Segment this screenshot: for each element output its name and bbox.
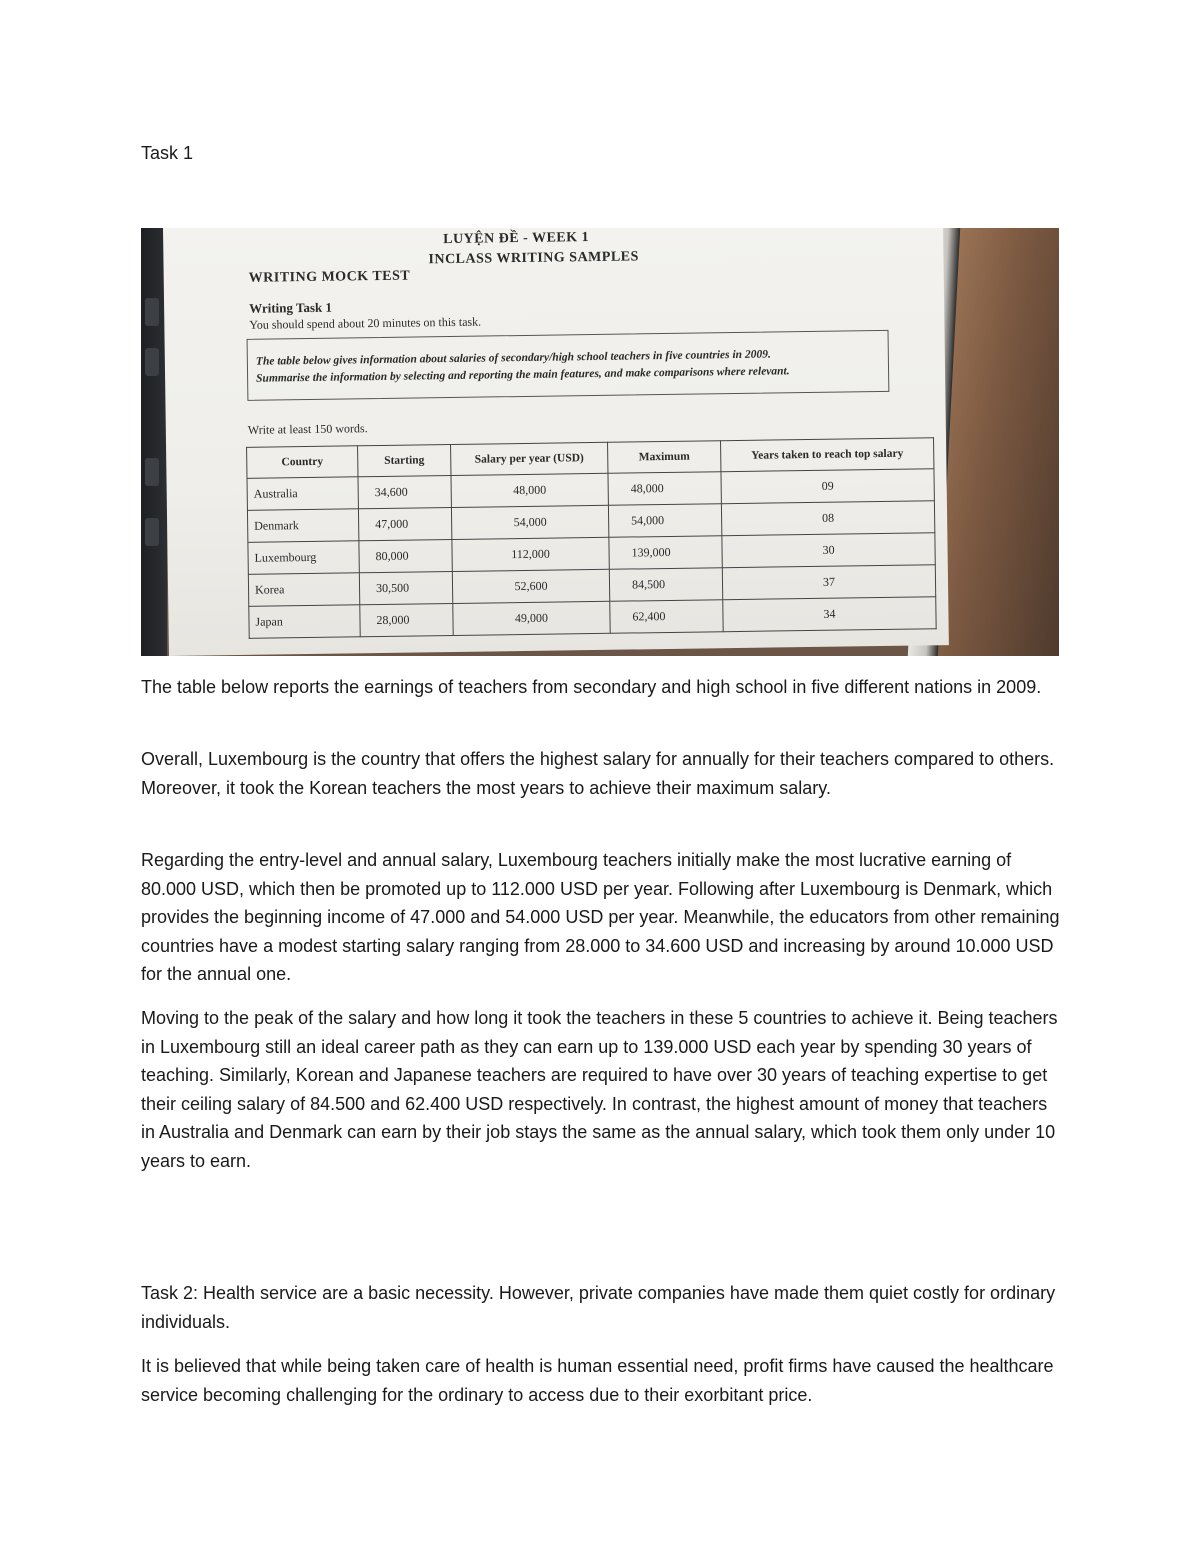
table-cell: 49,000 [453,601,610,635]
table-cell: Japan [249,605,360,639]
paper-task-label: Writing Task 1 [249,299,333,316]
table-cell: 80,000 [359,539,452,572]
table-cell: Australia [247,477,358,511]
exam-photo [141,228,1059,656]
paragraph-body-1: Regarding the entry-level and annual salary, Luxembourg teachers initially make the most lucrative earning of 80.000 USD, which then be promoted up to 112.000 USD per year. Following after Luxembourg is Denmark, which provides the beginning income of 47.000 and 54.000 USD per year. Meanwhile, the educators from other remaining countries have a modest starting salary ranging from 28.000 to 34.600 USD and increasing by around 10.000 USD for the annual one. [141,850,1060,984]
table-cell: 34,600 [358,476,451,509]
paper-prompt-line2: Summarise the information by selecting and reporting the main features, and make comparisons where relevant. [256,365,790,385]
paper-prompt-line1: The table below gives information about salaries of secondary/high school teachers in five countries in 2009. [255,348,771,368]
table-cell: 48,000 [451,473,608,507]
table-header: Maximum [608,441,721,474]
task1-heading: Task 1 [141,143,194,163]
table-cell: 47,000 [358,508,451,541]
table-cell: 62,400 [610,600,723,634]
paper-prompt-box [247,330,890,401]
table-cell: Denmark [247,509,358,543]
table-cell: 48,000 [608,472,721,506]
task2-heading: Task 2: Health service are a basic necessity. However, private companies have made them quiet costly for ordinary individuals. [141,1283,1056,1332]
paper-spend-line: You should spend about 20 minutes on this task. [249,314,482,332]
paper-title-line2: INCLASS WRITING SAMPLES [428,249,639,268]
table-header: Country [247,446,358,479]
table-cell: 52,600 [452,569,609,603]
table-header: Salary per year (USD) [451,442,608,475]
paragraph-intro: The table below reports the earnings of teachers from secondary and high school in five different nations in 2009. [141,677,1042,697]
table-header: Years taken to reach top salary [721,438,934,472]
table-cell: 34 [723,597,936,632]
table-cell: 54,000 [608,504,721,538]
table-cell: 37 [722,565,935,600]
salary-table [246,437,937,639]
paragraph-body-2: Moving to the peak of the salary and how long it took the teachers in these 5 countries to achieve it. Being teachers in Luxembourg still an ideal career path as they can earn up to 139.000 USD each year by spending 30 years of teaching. Similarly, Korean and Japanese teachers are required to have over 30 years of teaching expertise to get their ceiling salary of 84.500 and 62.400 USD respectively. In contrast, the highest amount of money that teachers in Australia and Denmark can earn by their job stays the same as the annual salary, which took them only under 10 years to earn. [141,1008,1058,1171]
table-cell: 54,000 [451,505,608,539]
paragraph-task2-intro: It is believed that while being taken care of health is human essential need, profit firms have caused the healthcare service becoming challenging for the ordinary to access due to their exorbitant price. [141,1356,1054,1405]
table-cell: 08 [721,501,934,536]
table-header: Starting [358,445,451,477]
table-cell: 139,000 [609,536,722,570]
table-cell: 112,000 [452,537,609,571]
paper-mock-test: WRITING MOCK TEST [248,268,411,286]
table-cell: Korea [248,573,359,607]
exam-paper [163,228,949,656]
table-cell: 30,500 [359,571,452,604]
paragraph-overview: Overall, Luxembourg is the country that offers the highest salary for annually for their teachers compared to others. Moreover, it took the Korean teachers the most years to achieve their maximum salary. [141,749,1055,798]
table-cell: Luxembourg [248,541,359,575]
table-cell: 09 [721,469,934,504]
table-cell: 84,500 [609,568,722,602]
paper-title-line1: LUYỆN ĐỀ - WEEK 1 [443,230,590,248]
table-cell: 28,000 [360,603,453,636]
table-cell: 30 [722,533,935,568]
paper-write-line: Write at least 150 words. [247,421,368,437]
